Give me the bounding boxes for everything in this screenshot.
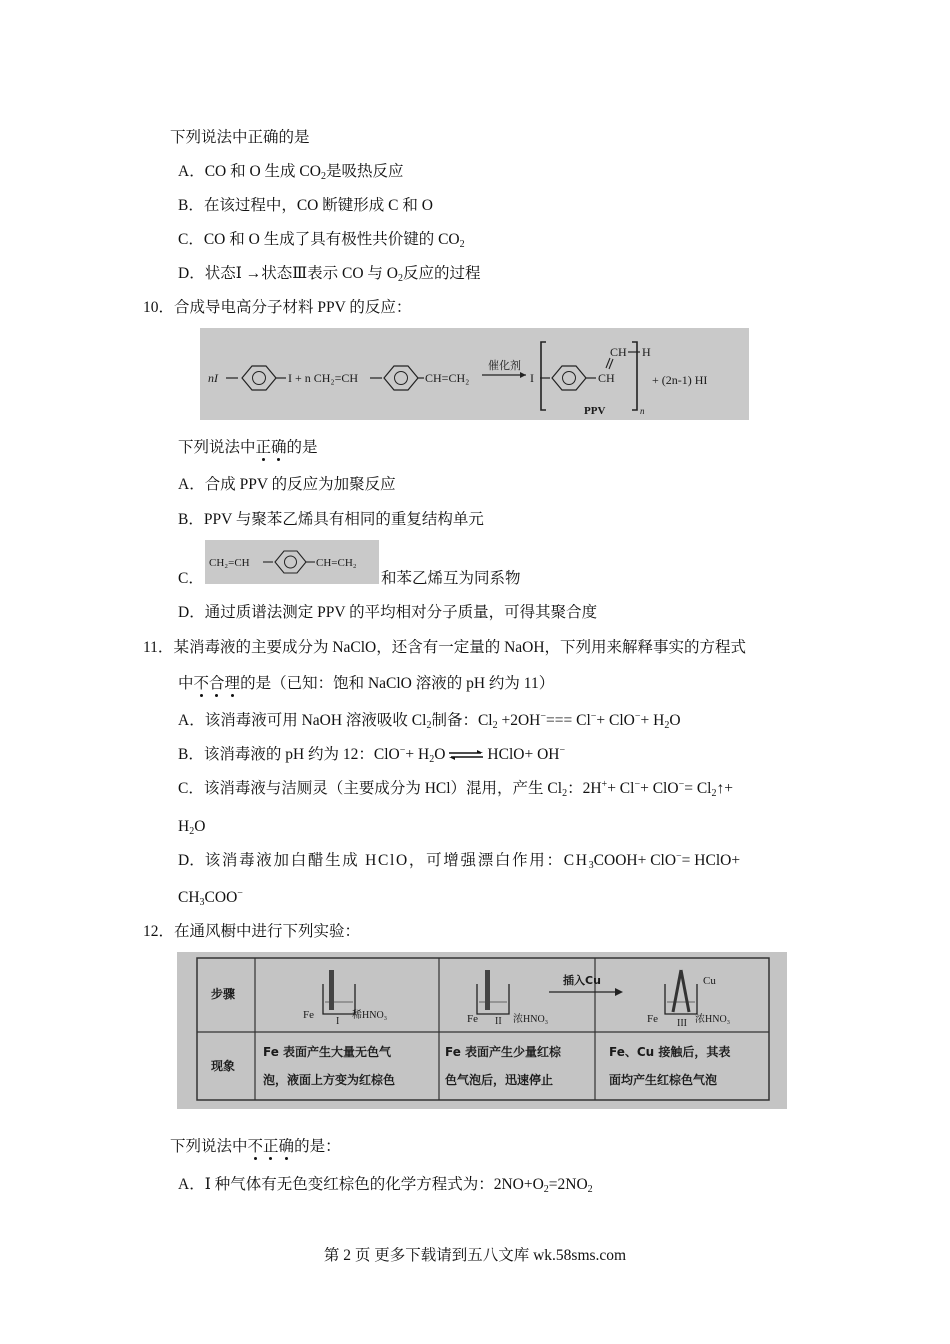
bracket-left [541, 342, 546, 410]
page-footer: 第 2 页 更多下载请到五八文库 wk.58sms.com [323, 1247, 627, 1264]
q11-option-d: D．该消毒液加白醋生成 HClO，可增强漂白作用：$CH_3COOH+ ClO^-=$ HClO+ [178, 851, 741, 871]
subscript-n: n [640, 406, 645, 416]
benzene-ring-2 [384, 366, 418, 390]
step3-metal2: Cu [703, 975, 716, 987]
q10-question: 下列说法中正确的是 [178, 439, 318, 456]
equilibrium-arrow-icon [447, 749, 485, 761]
beaker-3-icon [665, 970, 697, 1014]
reactant1-label: nI [208, 371, 218, 385]
q12-stem: 12．在通风橱中进行下列实验： [143, 923, 361, 940]
step2-metal: Fe [467, 1013, 478, 1025]
row-header-observation: 现象 [211, 1059, 236, 1073]
insert-cu-arrow [615, 988, 623, 996]
q10-option-a: A．合成 PPV 的反应为加聚反应 [178, 476, 396, 493]
q10-option-d: D．通过质谱法测定 PPV 的平均相对分子质量，可得其聚合度 [178, 604, 598, 621]
divinyl-right: CH=CH₂ [316, 557, 357, 569]
q11-option-b: B．该消毒液的 pH 约为 12：$ClO^-+ H_2O$ HClO+ OH− [178, 745, 566, 765]
obs1-line1: Fe 表面产生大量无色气 [263, 1045, 392, 1059]
benzene-ring-3 [552, 366, 586, 390]
step1-metal: Fe [303, 1009, 314, 1021]
step3-metal: Fe [647, 1013, 658, 1025]
product-i: I [530, 371, 534, 385]
ppv-label: PPV [584, 405, 606, 417]
obs2-line1: Fe 表面产生少量红棕 [445, 1045, 562, 1059]
insert-cu-label: 插入Cu [563, 974, 601, 987]
byproduct-hi: + (2n-1) HI [652, 373, 708, 387]
q10-option-b: B．PPV 与聚苯乙烯具有相同的重复结构单元 [178, 511, 484, 528]
ppv-reaction-figure [200, 328, 749, 420]
benzene-ring-1 [242, 366, 276, 390]
q11-option-c: C．该消毒液与洁厕灵（主要成分为 HCl）混用，产生 $Cl_2$：$2H^++ Cl^-+ ClO^-= Cl_2↑+$ [178, 779, 733, 799]
q9-option-c: C．CO 和 O 生成了具有极性共价键的 $CO_2$ [178, 231, 465, 250]
step1-roman: I [336, 1016, 340, 1027]
obs3-line2: 面均产生红棕色气泡 [609, 1073, 718, 1087]
step3-roman: III [677, 1018, 687, 1029]
product-ch: CH [598, 371, 615, 385]
benzene-ring-4 [275, 551, 306, 573]
obs1-line2: 泡，液面上方变为红棕色 [263, 1073, 396, 1087]
q11-option-a: A．该消毒液可用 NaOH 溶液吸收 $Cl_2$制备：$Cl_2 +2OH^-=== Cl^-+ ClO^-+ H_2O$ [178, 711, 681, 731]
step1-acid: 稀HNO₃ [352, 1010, 388, 1021]
q10-option-c-letter: C． [178, 570, 204, 587]
beaker-1-icon [323, 970, 355, 1014]
q11-stem-line1: 11．某消毒液的主要成分为 NaClO，还含有一定量的 NaOH，下列用来解释事实的方程式 [143, 639, 747, 656]
q11-option-d-line2: $CH_3COO^-$ [178, 888, 243, 908]
q11-stem-line2: 中不合理的是（已知：饱和 NaClO 溶液的 pH 约为 11） [178, 675, 555, 692]
obs2-line2: 色气泡后，迅速停止 [445, 1073, 554, 1087]
product-h: H [642, 345, 651, 359]
catalyst-label: 催化剂 [488, 360, 521, 372]
reaction-arrow [520, 372, 526, 378]
q12-question: 下列说法中不正确的是： [170, 1138, 341, 1155]
reactant1-tail: I + n CH₂=CH [288, 371, 359, 385]
divinyl-left: CH₂=CH [209, 557, 250, 569]
reactant2-tail: CH=CH₂ [425, 371, 470, 385]
step3-acid: 浓HNO₃ [695, 1014, 731, 1025]
row-header-steps: 步骤 [211, 987, 236, 1001]
divinylbenzene-figure [205, 540, 379, 584]
step2-roman: II [495, 1016, 502, 1027]
product-ch-top: CH [610, 345, 627, 359]
q9-option-b: B．在该过程中，CO 断键形成 C 和 O [178, 197, 433, 214]
q12-option-a: A．Ⅰ 种气体有无色变红棕色的化学方程式为：$2NO+O_2=2NO_2$ [178, 1176, 593, 1195]
q11-option-c-line2: $H_2O$ [178, 818, 206, 837]
q9-option-d: D．状态Ⅰ →状态Ⅲ表示 CO 与 $O_2$反应的过程 [178, 265, 481, 284]
step2-acid: 浓HNO₃ [513, 1014, 549, 1025]
q10-stem: 10．合成导电高分子材料 PPV 的反应： [143, 299, 412, 316]
q9-option-a: A．CO 和 O 生成 $CO_2$是吸热反应 [178, 163, 404, 182]
obs3-line1: Fe、Cu 接触后，其表 [609, 1045, 731, 1059]
experiment-table-figure [177, 952, 787, 1109]
q9-stem: 下列说法中正确的是 [170, 129, 310, 146]
beaker-2-icon [477, 970, 509, 1014]
q10-option-c-text: 和苯乙烯互为同系物 [381, 570, 521, 587]
